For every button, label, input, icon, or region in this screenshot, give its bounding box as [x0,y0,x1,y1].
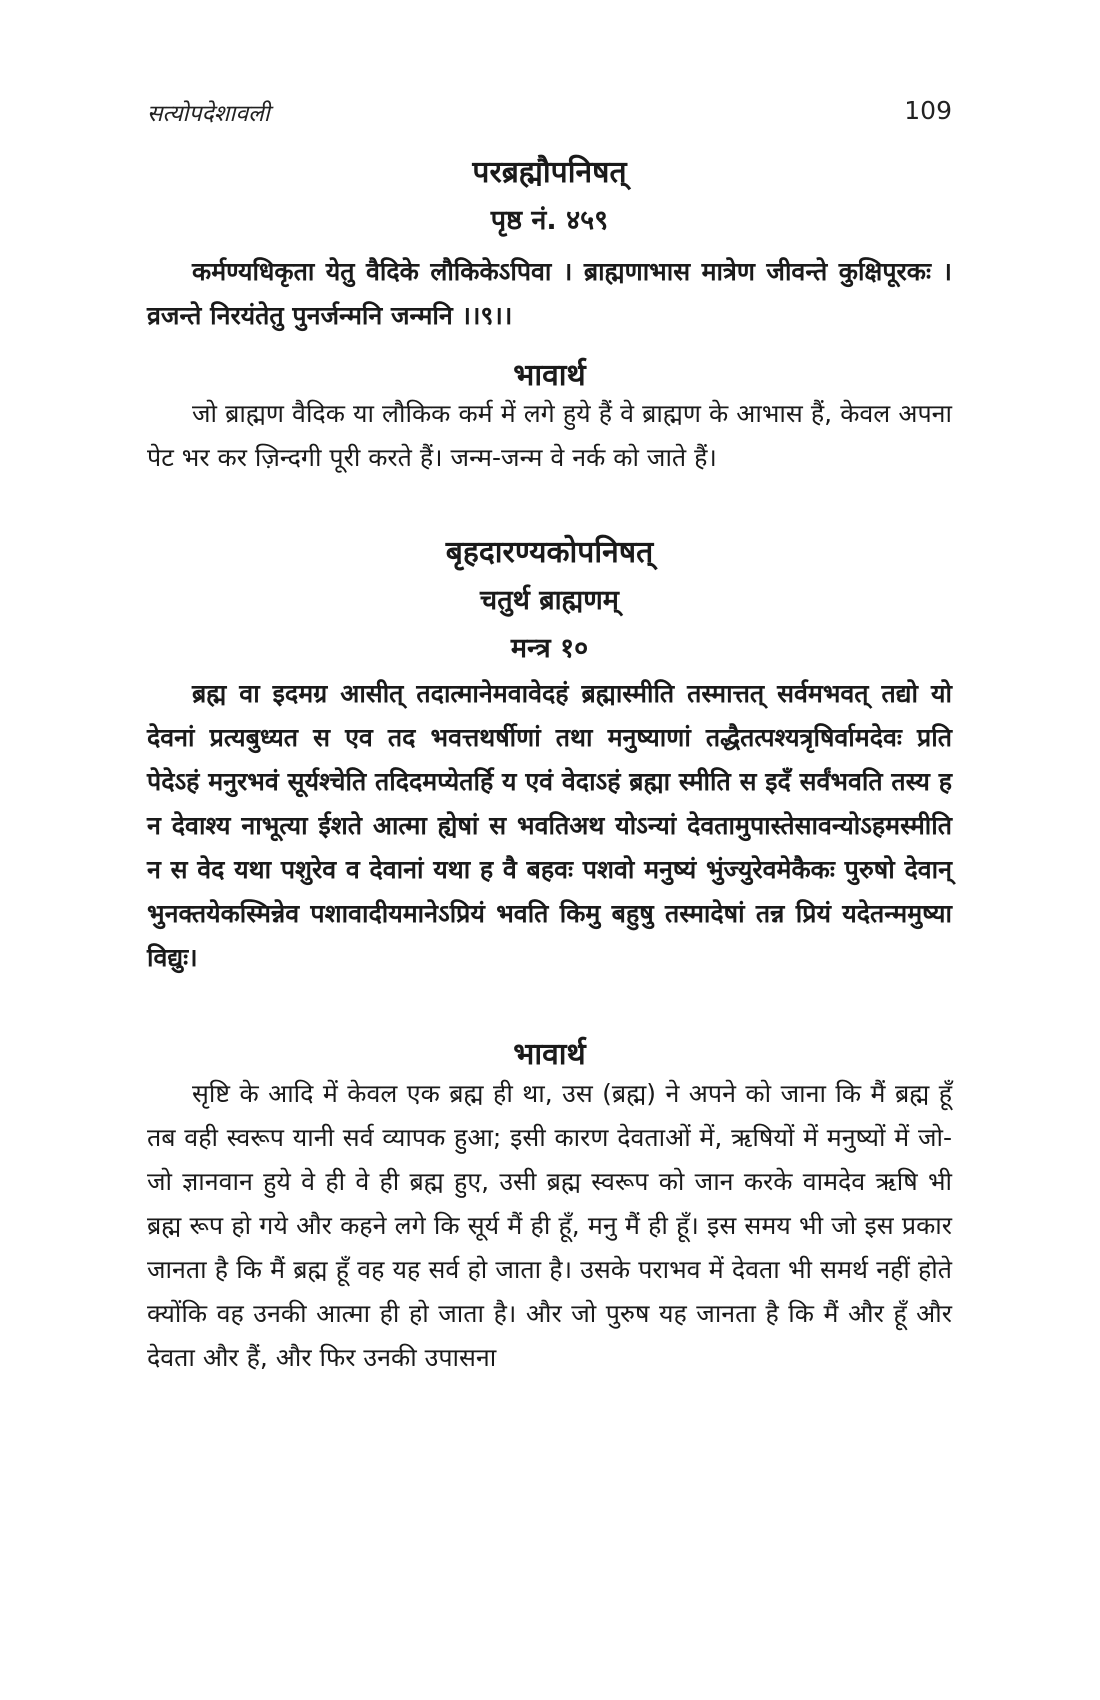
meaning-heading: भावार्थ [513,1037,586,1072]
verse-block [147,672,952,980]
page-number: 109 [904,96,952,125]
meaning-block [147,392,952,480]
running-title: सत्योपदेशावली [147,101,270,127]
meaning-heading-block [147,353,952,394]
section-title: परब्रह्मौपनिषत् [472,155,627,190]
section-brihadaranyaka [147,530,952,571]
meaning-paragraph: सृष्टि के आदि में केवल एक ब्रह्म ही था, उस (ब्रह्म) ने अपने को जाना कि मैं ब्रह्म हूँ तब वही स्वरूप यानी सर्व व्यापक हुआ; इसी कारण देवताओं में, ऋषियों में मनुष्यों में जो-जो ज्ञानवान हुये वे ही वे ही ब्रह्म हुए, उसी ब्रह्म स्वरूप को जान करके वामदेव ऋषि भी ब्रह्म रूप हो गये और कहने लगे कि सूर्य मैं ही हूँ, मनु मैं ही हूँ। इस समय भी जो इस प्रकार जानता है कि मैं ब्रह्म हूँ वह यह सर्व हो जाता है। उसके पराभव में देवता भी समर्थ नहीं होते क्योंकि वह उनकी आत्मा ही हो जाता है। और जो पुरुष यह जानता है कि मैं और हूँ और देवता और हैं, और फिर उनकी उपासना [147,1079,952,1372]
page-reference: पृष्ठ नं. ४५९ [490,205,609,236]
mantra-label-block [147,628,952,665]
verse-block [147,250,952,338]
page-reference-block [147,200,952,237]
meaning-paragraph: जो ब्राह्मण वैदिक या लौकिक कर्म में लगे हुये हैं वे ब्राह्मण के आभास हैं, केवल अपना पेट भर कर ज़िन्दगी पूरी करते हैं। जन्म-जन्म वे नर्क को जाते हैं। [147,399,952,472]
sanskrit-verse: कर्मण्यधिकृता येतु वैदिके लौकिकेऽपिवा । ब्राह्मणाभास मात्रेण जीवन्ते कुक्षिपूरकः । व्रजन्ते निरयंतेतु पुनर्जन्मनि जन्मनि ।।९।। [147,257,952,330]
section-parabrahma [147,150,952,191]
sanskrit-verse: ब्रह्म वा इदमग्र आसीत् तदात्मानेमवावेदहं ब्रह्मास्मीति तस्मात्तत् सर्वमभवत् तद्यो यो देवनां प्रत्यबुध्यत स एव तद भवत्तथर्षीणां तथा मनुष्याणां तद्धैतत्पश्यत्रृषिर्वामदेवः प्रति पेदेऽहं मनुरभवं सूर्यश्चेति तदिदमप्येतर्हि य एवं वेदाऽहं ब्रह्मा स्मीति स इदँ सर्वंभवति तस्य ह न देवाश्य नाभूत्या ईशते आत्मा ह्येषां स भवतिअथ योऽन्यां देवतामुपास्तेसावन्योऽहमस्मीति न स वेद यथा पशुरेव व देवानां यथा ह वै बहवः पशवो मनुष्यं भुंज्युरेवमेकैकः पुरुषो देवान् भुनक्तयेकस्मिन्नेव पशावादीयमानेऽप्रियं भवति किमु बहुषु तस्मादेषां तन्न प्रियं यदेतन्ममुष्या विद्युः। [147,679,952,972]
page-header [147,96,952,136]
mantra-label: मन्त्र १० [510,633,589,664]
subtitle-block [147,580,952,617]
section-title: बृहदारण्यकोपनिषत् [445,535,654,570]
section-subtitle: चतुर्थ ब्राह्मणम् [480,585,619,616]
meaning-heading-block [147,1032,952,1073]
meaning-heading: भावार्थ [513,358,586,393]
meaning-block [147,1072,952,1380]
